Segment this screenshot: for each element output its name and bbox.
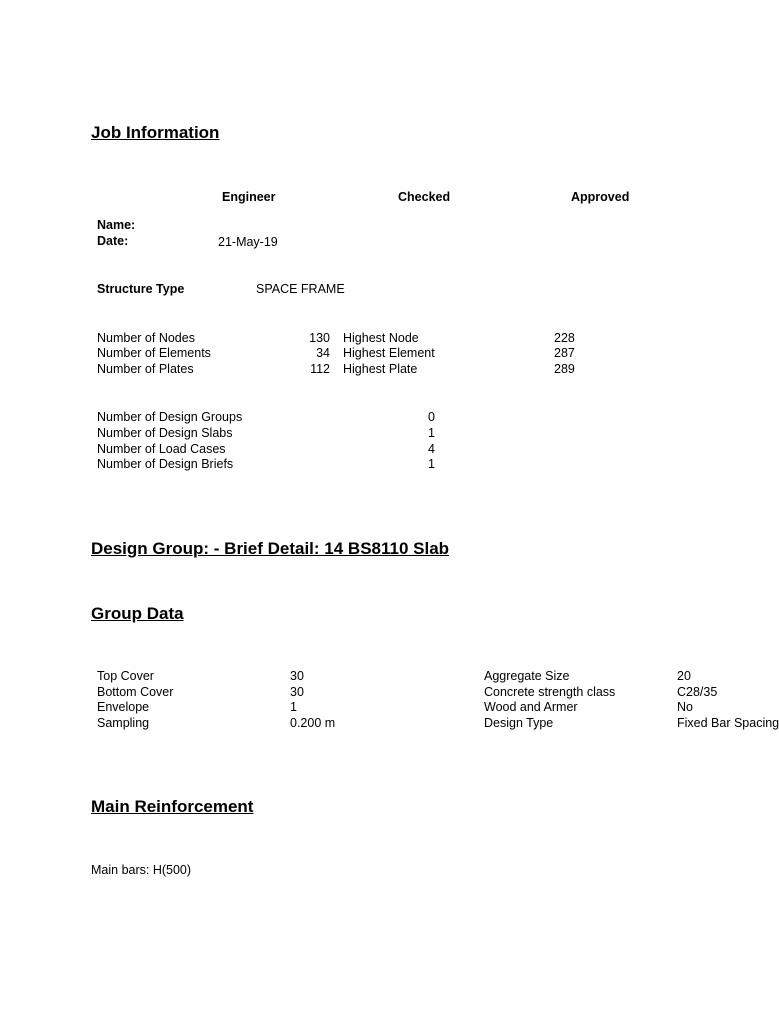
checked-column-header: Checked <box>398 190 451 204</box>
group-data-heading: Group Data <box>91 604 184 623</box>
highest-label: Highest Element <box>343 346 435 360</box>
date-value: 21-May-19 <box>218 235 278 249</box>
group-data-label: Aggregate Size <box>484 669 570 683</box>
group-data-value: 30 <box>290 685 304 699</box>
group-data-label: Sampling <box>97 716 150 730</box>
engineer-column-header: Engineer <box>222 190 276 204</box>
date-label: Date: <box>97 234 129 248</box>
group-data-value: C28/35 <box>677 685 718 699</box>
name-label: Name: <box>97 218 136 232</box>
group-data-label: Envelope <box>97 700 150 714</box>
group-data-value: 30 <box>290 669 304 683</box>
group-data-value: Fixed Bar Spacing <box>677 716 779 730</box>
group-data-value: 1 <box>290 700 297 714</box>
group-data-value: 0.200 m <box>290 716 336 730</box>
design-group-heading: Design Group: - Brief Detail: 14 BS8110 Slab <box>91 539 450 558</box>
design-count-value: 4 <box>428 442 435 456</box>
design-count-label: Number of Design Slabs <box>97 426 233 440</box>
group-data-label: Wood and Armer <box>484 700 578 714</box>
approved-column-header: Approved <box>571 190 630 204</box>
count-value: 130 <box>309 331 330 345</box>
highest-value: 228 <box>554 331 575 345</box>
highest-label: Highest Plate <box>343 362 418 376</box>
count-label: Number of Elements <box>97 346 211 360</box>
design-count-value: 1 <box>428 457 435 471</box>
design-count-value: 0 <box>428 410 435 424</box>
highest-label: Highest Node <box>343 331 419 345</box>
design-count-label: Number of Load Cases <box>97 442 226 456</box>
group-data-value: No <box>677 700 693 714</box>
count-label: Number of Plates <box>97 362 194 376</box>
count-label: Number of Nodes <box>97 331 195 345</box>
group-data-label: Design Type <box>484 716 554 730</box>
count-value: 112 <box>310 362 330 376</box>
group-data-value: 20 <box>677 669 691 683</box>
group-data-label: Top Cover <box>97 669 154 683</box>
structure-type-label: Structure Type <box>97 282 185 296</box>
highest-value: 289 <box>554 362 575 376</box>
design-count-label: Number of Design Groups <box>97 410 243 424</box>
job-information-heading: Job Information <box>91 123 220 142</box>
design-count-label: Number of Design Briefs <box>97 457 234 471</box>
structure-type-value: SPACE FRAME <box>256 282 345 296</box>
group-data-label: Bottom Cover <box>97 685 174 699</box>
group-data-label: Concrete strength class <box>484 685 616 699</box>
count-value: 34 <box>316 346 330 360</box>
main-bars-text: Main bars: H(500) <box>91 863 192 877</box>
highest-value: 287 <box>554 346 575 360</box>
main-reinforcement-heading: Main Reinforcement <box>91 797 254 816</box>
design-count-value: 1 <box>428 426 435 440</box>
